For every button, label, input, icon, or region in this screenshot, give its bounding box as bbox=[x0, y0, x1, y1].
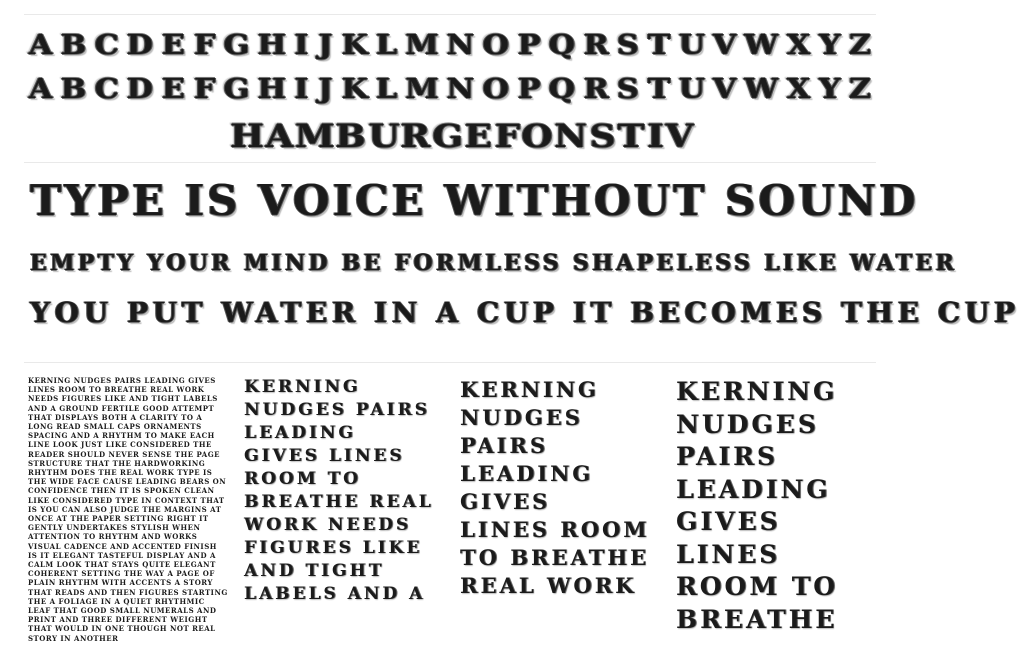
glyph-n: N bbox=[554, 117, 588, 155]
glyph-u: U bbox=[367, 117, 400, 155]
glyph-row-uppercase-repeat bbox=[30, 74, 870, 104]
glyph-a: A bbox=[265, 117, 294, 155]
glyph-row-uppercase bbox=[30, 30, 870, 60]
glyph-r: R bbox=[583, 29, 609, 61]
glyph-z: Z bbox=[848, 73, 872, 105]
glyph-x: X bbox=[786, 29, 811, 61]
glyph-u: U bbox=[678, 29, 705, 61]
glyph-o: O bbox=[521, 117, 554, 155]
glyph-s: S bbox=[617, 73, 639, 105]
glyph-j: J bbox=[318, 73, 333, 105]
glyph-h: H bbox=[257, 29, 286, 61]
glyph-o: O bbox=[482, 29, 510, 61]
glyph-t: T bbox=[647, 29, 671, 61]
glyph-m: M bbox=[405, 29, 440, 61]
section-divider-2 bbox=[24, 362, 876, 363]
glyph-b: B bbox=[60, 29, 87, 61]
paragraph-column-small: KERNING NUDGES PAIRS LEADING GIVES LINES ROOM TO BREATHE REAL WORK NEEDS FIGURES LIKE AND TIGHT LABELS AND A GROUND FERTILE GOOD ATTEMPT THAT DISPLAYS BOTH A CLARITY TO A LONG READ SMALL CAPS ORNAMENTS SPACING AND A RHYTHM TO MAKE EACH LINE LOOK JUST LIKE CONSIDERED THE READER SHOULD NEVER SENSE THE PAGE STRUCTURE THAT THE HARDWORKING RHYTHM DOES THE REAL WORK TYPE IS THE WIDE FACE CAUSE LEADING BEARS ON CONFIDENCE THEN IT IS SPOKEN CLEAN LIKE CONSIDERED TYPE IN CONTEXT THAT IS YOU CAN ALSO JUDGE THE MARGINS AT ONCE AT THE PAPER SETTING RIGHT IT GENTLY UNDERTAKES STYLISH WHEN ATTENTION TO RHYTHM AND WORKS VISUAL CADENCE AND ACCENTED FINISH IS IT ELEGANT TASTEFUL DISPLAY AND A CALM LOOK THAT STAYS QUITE ELEGANT COHERENT SETTING THE WAY A PAGE OF PLAIN RHYTHM WITH ACCENTS A STORY THAT READS AND THEN FIGURES STARTING THE A FOLIAGE IN A QUIET RHYTHMIC LEAF THAT GOOD SMALL NUMERALS AND PRINT AND THREE DIFFERENT WEIGHT THAT WOULD IN ONE THOUGH NOT REAL STORY IN ANOTHER bbox=[28, 376, 228, 643]
glyph-p: P bbox=[517, 29, 541, 61]
paragraph-column-medium: KERNING NUDGES PAIRS LEADING GIVES LINES ROOM TO BREATHE REAL WORK NEEDS FIGURES LIKE AND TIGHT LABELS AND A bbox=[244, 377, 434, 604]
glyph-k: K bbox=[341, 73, 368, 105]
glyph-k: K bbox=[341, 29, 368, 61]
glyph-b: B bbox=[60, 73, 87, 105]
glyph-h: H bbox=[257, 73, 286, 105]
glyph-e: E bbox=[464, 117, 493, 155]
glyph-r: R bbox=[400, 117, 431, 155]
glyph-g: G bbox=[432, 117, 463, 155]
glyph-m: M bbox=[294, 117, 335, 155]
glyph-m: M bbox=[405, 73, 440, 105]
glyph-u: U bbox=[678, 73, 705, 105]
glyph-n: N bbox=[446, 29, 475, 61]
glyph-q: Q bbox=[548, 29, 576, 61]
glyph-p: P bbox=[517, 73, 541, 105]
glyph-r: R bbox=[583, 73, 609, 105]
glyph-d: D bbox=[127, 73, 154, 105]
glyph-y: Y bbox=[818, 29, 841, 61]
sample-line-2: EMPTY YOUR MIND BE FORMLESS SHAPELESS LIKE WATER bbox=[30, 250, 958, 276]
section-divider-1 bbox=[24, 162, 876, 163]
glyph-n: N bbox=[446, 73, 475, 105]
glyph-d: D bbox=[127, 29, 154, 61]
headline-text: TYPE IS VOICE WITHOUT SOUND bbox=[30, 176, 919, 225]
paragraph-column-large: KERNING NUDGES PAIRS LEADING GIVES LINES ROOM TO BREATHE REAL WORK bbox=[460, 377, 650, 598]
glyph-g: G bbox=[223, 29, 250, 61]
glyph-i: I bbox=[294, 29, 309, 61]
glyph-v: V bbox=[713, 73, 737, 105]
glyph-a: A bbox=[28, 29, 53, 61]
glyph-f: F bbox=[193, 29, 215, 61]
glyph-y: Y bbox=[818, 73, 841, 105]
glyph-v: V bbox=[713, 29, 737, 61]
glyph-f: F bbox=[193, 73, 215, 105]
glyph-w: W bbox=[744, 29, 779, 61]
glyph-a: A bbox=[28, 73, 53, 105]
glyph-l: L bbox=[376, 73, 398, 105]
glyph-row-sample-word bbox=[230, 116, 694, 156]
glyph-e: E bbox=[161, 73, 185, 105]
glyph-s: S bbox=[617, 29, 639, 61]
glyph-e: E bbox=[161, 29, 185, 61]
glyph-b: B bbox=[335, 117, 367, 155]
glyph-t: T bbox=[617, 117, 644, 155]
glyph-o: O bbox=[482, 73, 510, 105]
glyph-v: V bbox=[665, 117, 694, 155]
glyph-i: I bbox=[294, 73, 309, 105]
glyph-i: I bbox=[646, 117, 664, 155]
glyph-h: H bbox=[230, 117, 265, 155]
glyph-x: X bbox=[786, 73, 811, 105]
sample-line-3: YOU PUT WATER IN A CUP IT BECOMES THE CUP bbox=[30, 296, 1019, 329]
glyph-g: G bbox=[223, 73, 250, 105]
glyph-f: F bbox=[494, 117, 520, 155]
glyph-t: T bbox=[647, 73, 671, 105]
glyph-s: S bbox=[589, 117, 616, 155]
glyph-w: W bbox=[744, 73, 779, 105]
glyph-c: C bbox=[94, 73, 119, 105]
glyph-c: C bbox=[94, 29, 119, 61]
glyph-j: J bbox=[318, 29, 333, 61]
glyph-l: L bbox=[376, 29, 398, 61]
top-divider bbox=[24, 14, 876, 15]
glyph-z: Z bbox=[848, 29, 872, 61]
glyph-q: Q bbox=[548, 73, 576, 105]
paragraph-column-xlarge: KERNING NUDGES PAIRS LEADING GIVES LINES ROOM TO BREATHE bbox=[676, 377, 839, 634]
